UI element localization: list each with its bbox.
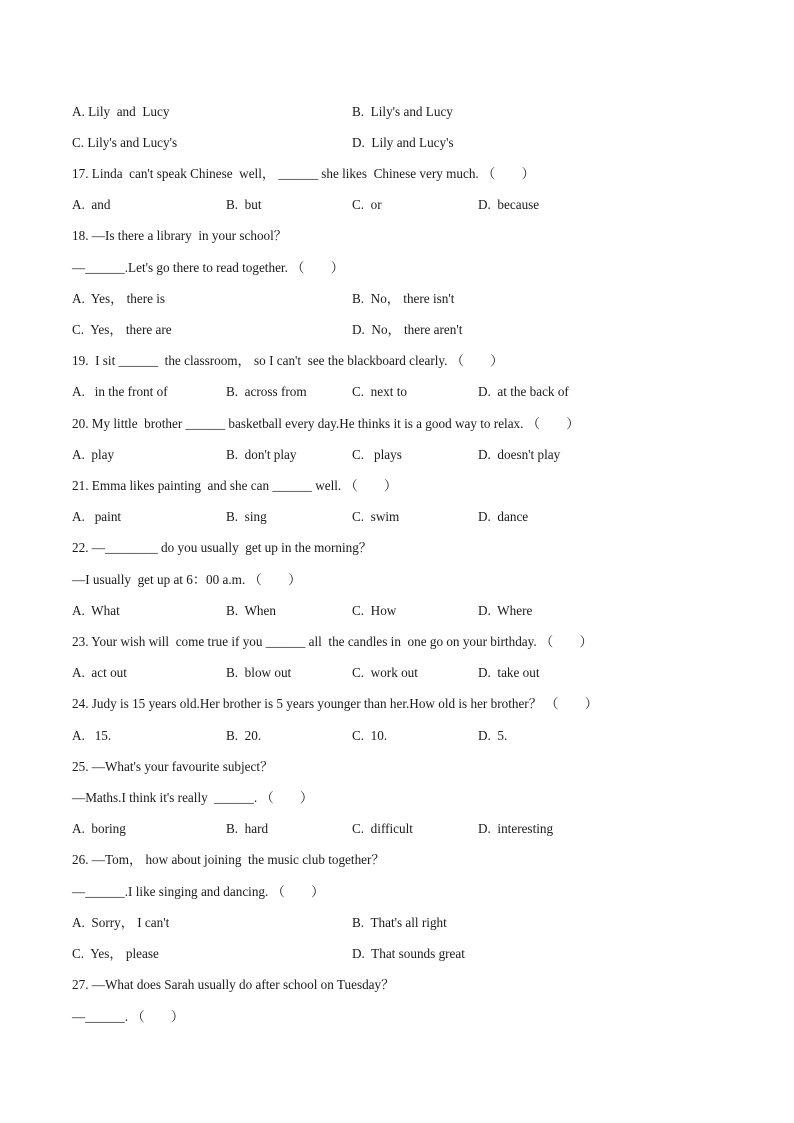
q17-option-d: D. because bbox=[478, 197, 540, 212]
q24-option-c: C. 10. bbox=[352, 728, 388, 743]
q17-option-b: B. but bbox=[226, 197, 262, 212]
q23-option-a: A. act out bbox=[72, 665, 127, 680]
q25-option-d: D. interesting bbox=[478, 821, 554, 836]
q18-response: —______.Let's go there to read together. （ ） bbox=[72, 260, 344, 275]
q16-option-a: A. Lily and Lucy bbox=[72, 104, 170, 119]
q19-option-a: A. in the front of bbox=[72, 384, 168, 399]
q25-option-c: C. difficult bbox=[352, 821, 413, 836]
q18-option-b: B. No， there isn't bbox=[352, 291, 455, 306]
q16-option-d: D. Lily and Lucy's bbox=[352, 135, 454, 150]
q22-response: —I usually get up at 6：00 a.m. （ ） bbox=[72, 572, 302, 587]
q22-option-c: C. How bbox=[352, 603, 397, 618]
q16-option-c: C. Lily's and Lucy's bbox=[72, 135, 178, 150]
q26-option-c: C. Yes， please bbox=[72, 946, 159, 961]
q25-response: —Maths.I think it's really ______. （ ） bbox=[72, 790, 314, 805]
q22-option-b: B. When bbox=[226, 603, 276, 618]
q16-option-b: B. Lily's and Lucy bbox=[352, 104, 453, 119]
q26-option-d: D. That sounds great bbox=[352, 946, 465, 961]
q22-stem: 22. —________ do you usually get up in the morning？ bbox=[72, 540, 372, 555]
q21-stem: 21. Emma likes painting and she can ______ well. （ ） bbox=[72, 478, 398, 493]
q26-option-a: A. Sorry， I can't bbox=[72, 915, 170, 930]
q25-option-a: A. boring bbox=[72, 821, 126, 836]
q25-stem: 25. —What's your favourite subject？ bbox=[72, 759, 274, 774]
q19-option-d: D. at the back of bbox=[478, 384, 569, 399]
q27-response: —______. （ ） bbox=[72, 1009, 185, 1024]
q21-option-b: B. sing bbox=[226, 509, 267, 524]
q23-stem: 23. Your wish will come true if you ______ all the candles in one go on your birthday. （ ） bbox=[72, 634, 593, 649]
q20-option-d: D. doesn't play bbox=[478, 447, 561, 462]
q19-stem: 19. I sit ______ the classroom， so I can't see the blackboard clearly. （ ） bbox=[72, 353, 504, 368]
q18-stem: 18. —Is there a library in your school？ bbox=[72, 228, 287, 243]
q18-option-a: A. Yes， there is bbox=[72, 291, 166, 306]
q20-option-b: B. don't play bbox=[226, 447, 297, 462]
q21-option-c: C. swim bbox=[352, 509, 400, 524]
q20-option-c: C. plays bbox=[352, 447, 402, 462]
q23-option-c: C. work out bbox=[352, 665, 418, 680]
q24-stem: 24. Judy is 15 years old.Her brother is 5 years younger than her.How old is her brother？ （ ） bbox=[72, 696, 598, 711]
q24-option-a: A. 15. bbox=[72, 728, 112, 743]
q22-option-d: D. Where bbox=[478, 603, 533, 618]
q23-option-b: B. blow out bbox=[226, 665, 292, 680]
q20-stem: 20. My little brother ______ basketball every day.He thinks it is a good way to relax. （ ） bbox=[72, 416, 580, 431]
q17-stem: 17. Linda can't speak Chinese well， ______ she likes Chinese very much. （ ） bbox=[72, 166, 535, 181]
q26-option-b: B. That's all right bbox=[352, 915, 447, 930]
q21-option-d: D. dance bbox=[478, 509, 529, 524]
q17-option-a: A. and bbox=[72, 197, 111, 212]
q21-option-a: A. paint bbox=[72, 509, 122, 524]
q25-option-b: B. hard bbox=[226, 821, 269, 836]
q20-option-a: A. play bbox=[72, 447, 115, 462]
q22-option-a: A. What bbox=[72, 603, 120, 618]
q18-option-c: C. Yes， there are bbox=[72, 322, 172, 337]
q26-response: —______.I like singing and dancing. （ ） bbox=[72, 884, 325, 899]
q17-option-c: C. or bbox=[352, 197, 382, 212]
q23-option-d: D. take out bbox=[478, 665, 540, 680]
q24-option-d: D. 5. bbox=[478, 728, 508, 743]
q18-option-d: D. No， there aren't bbox=[352, 322, 463, 337]
q27-stem: 27. —What does Sarah usually do after school on Tuesday？ bbox=[72, 977, 395, 992]
q19-option-b: B. across from bbox=[226, 384, 307, 399]
q26-stem: 26. —Tom， how about joining the music club together？ bbox=[72, 852, 385, 867]
q19-option-c: C. next to bbox=[352, 384, 407, 399]
q24-option-b: B. 20. bbox=[226, 728, 262, 743]
